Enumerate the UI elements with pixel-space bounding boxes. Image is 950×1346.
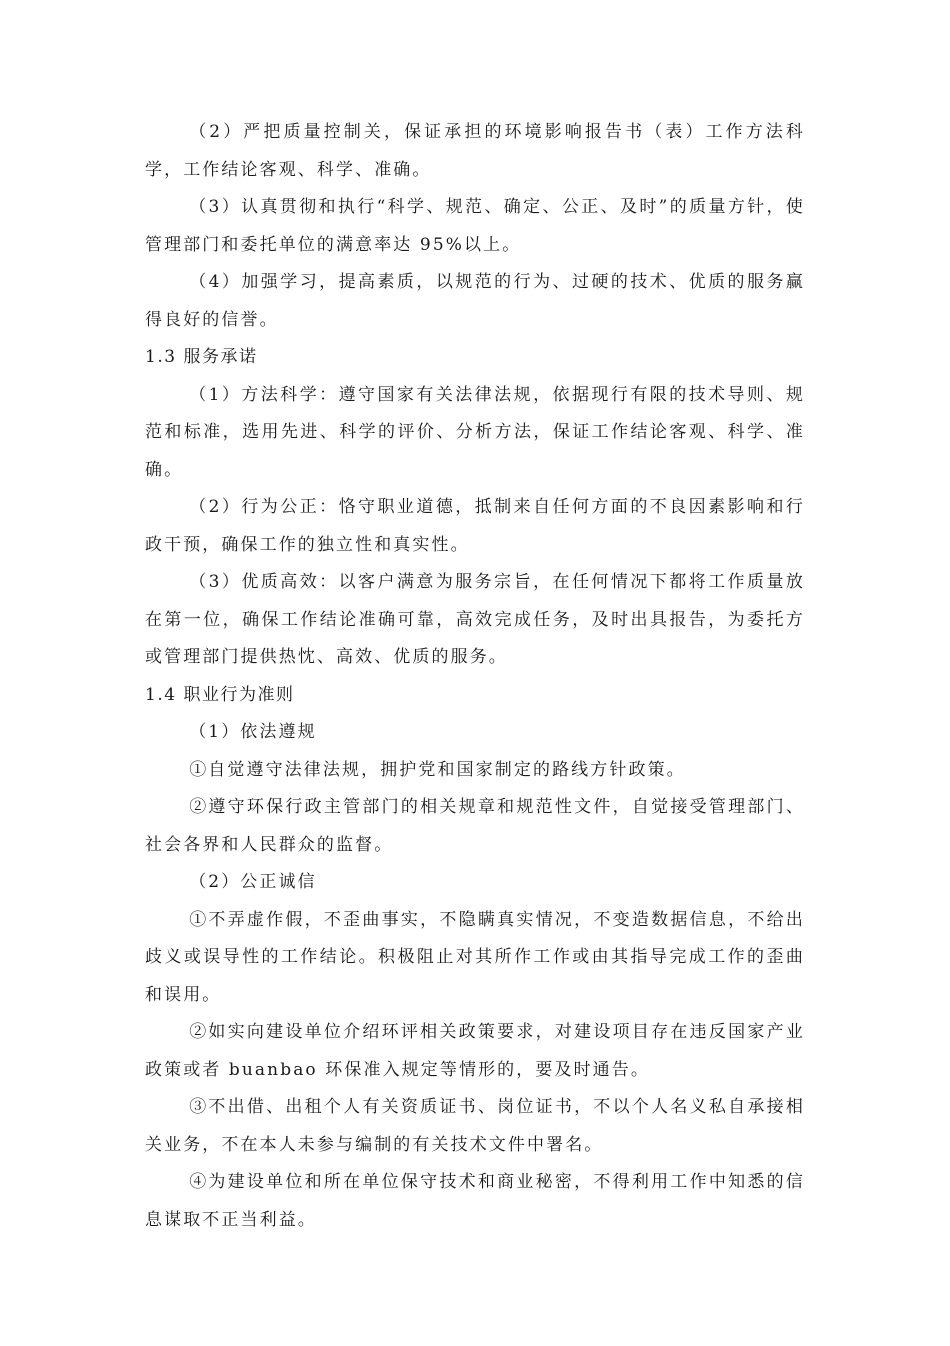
list-item-obey-laws: ①自觉遵守法律法规，拥护党和国家制定的路线方针政策。: [189, 759, 686, 780]
section-heading-service-commitment: 1.3 服务承诺: [145, 347, 258, 367]
paragraph-scientific-method: （1）方法科学：遵守国家有关法律法规，依据现行有限的技术导则、规范和标准，选用先进、科学的评价、分析方法，保证工作结论客观、科学、准确。: [145, 384, 805, 480]
paragraph-fair-conduct: （2）行为公正：恪守职业道德，抵制来自任何方面的不良因素影响和行政干预，确保工作的独立性和真实性。: [145, 497, 805, 555]
list-item-confidentiality: ④为建设单位和所在单位保守技术和商业秘密，不得利用工作中知悉的信息谋取不正当利益。: [145, 1172, 805, 1230]
subheading-integrity: （2）公正诚信: [189, 872, 317, 892]
list-item-policy-notice: ②如实向建设单位介绍环评相关政策要求，对建设项目存在违反国家产业政策或者 buanbao 环保准入规定等情形的，要及时通告。: [145, 1022, 805, 1080]
list-item-no-lending-certificates: ③不出借、出租个人有关资质证书、岗位证书，不以个人名义私自承接相关业务，不在本人未参与编制的有关技术文件中署名。: [145, 1097, 805, 1155]
list-item-accept-supervision: ②遵守环保行政主管部门的相关规章和规范性文件，自觉接受管理部门、社会各界和人民群众的监督。: [145, 797, 805, 855]
paragraph-quality-policy: （3）认真贯彻和执行“科学、规范、确定、公正、及时”的质量方针，使管理部门和委托单位的满意率达 95%以上。: [145, 197, 805, 255]
document-page: [145, 114, 805, 1239]
paragraph-quality-control: （2）严把质量控制关，保证承担的环境影响报告书（表）工作方法科学，工作结论客观、科学、准确。: [145, 122, 805, 180]
paragraph-learning: （4）加强学习，提高素质，以规范的行为、过硬的技术、优质的服务赢得良好的信誉。: [145, 272, 805, 330]
paragraph-high-quality: （3）优质高效：以客户满意为服务宗旨，在任何情况下都将工作质量放在第一位，确保工作结论准确可靠，高效完成任务，及时出具报告，为委托方或管理部门提供热忱、高效、优质的服务。: [145, 572, 805, 667]
subheading-law-compliance: （1）依法遵规: [189, 722, 317, 742]
list-item-no-fraud: ①不弄虚作假，不歪曲事实，不隐瞒真实情况，不变造数据信息，不给出歧义或误导性的工作结论。积极阻止对其所作工作或由其指导完成工作的歪曲和误用。: [145, 909, 805, 1005]
section-heading-code-of-conduct: 1.4 职业行为准则: [145, 684, 295, 705]
